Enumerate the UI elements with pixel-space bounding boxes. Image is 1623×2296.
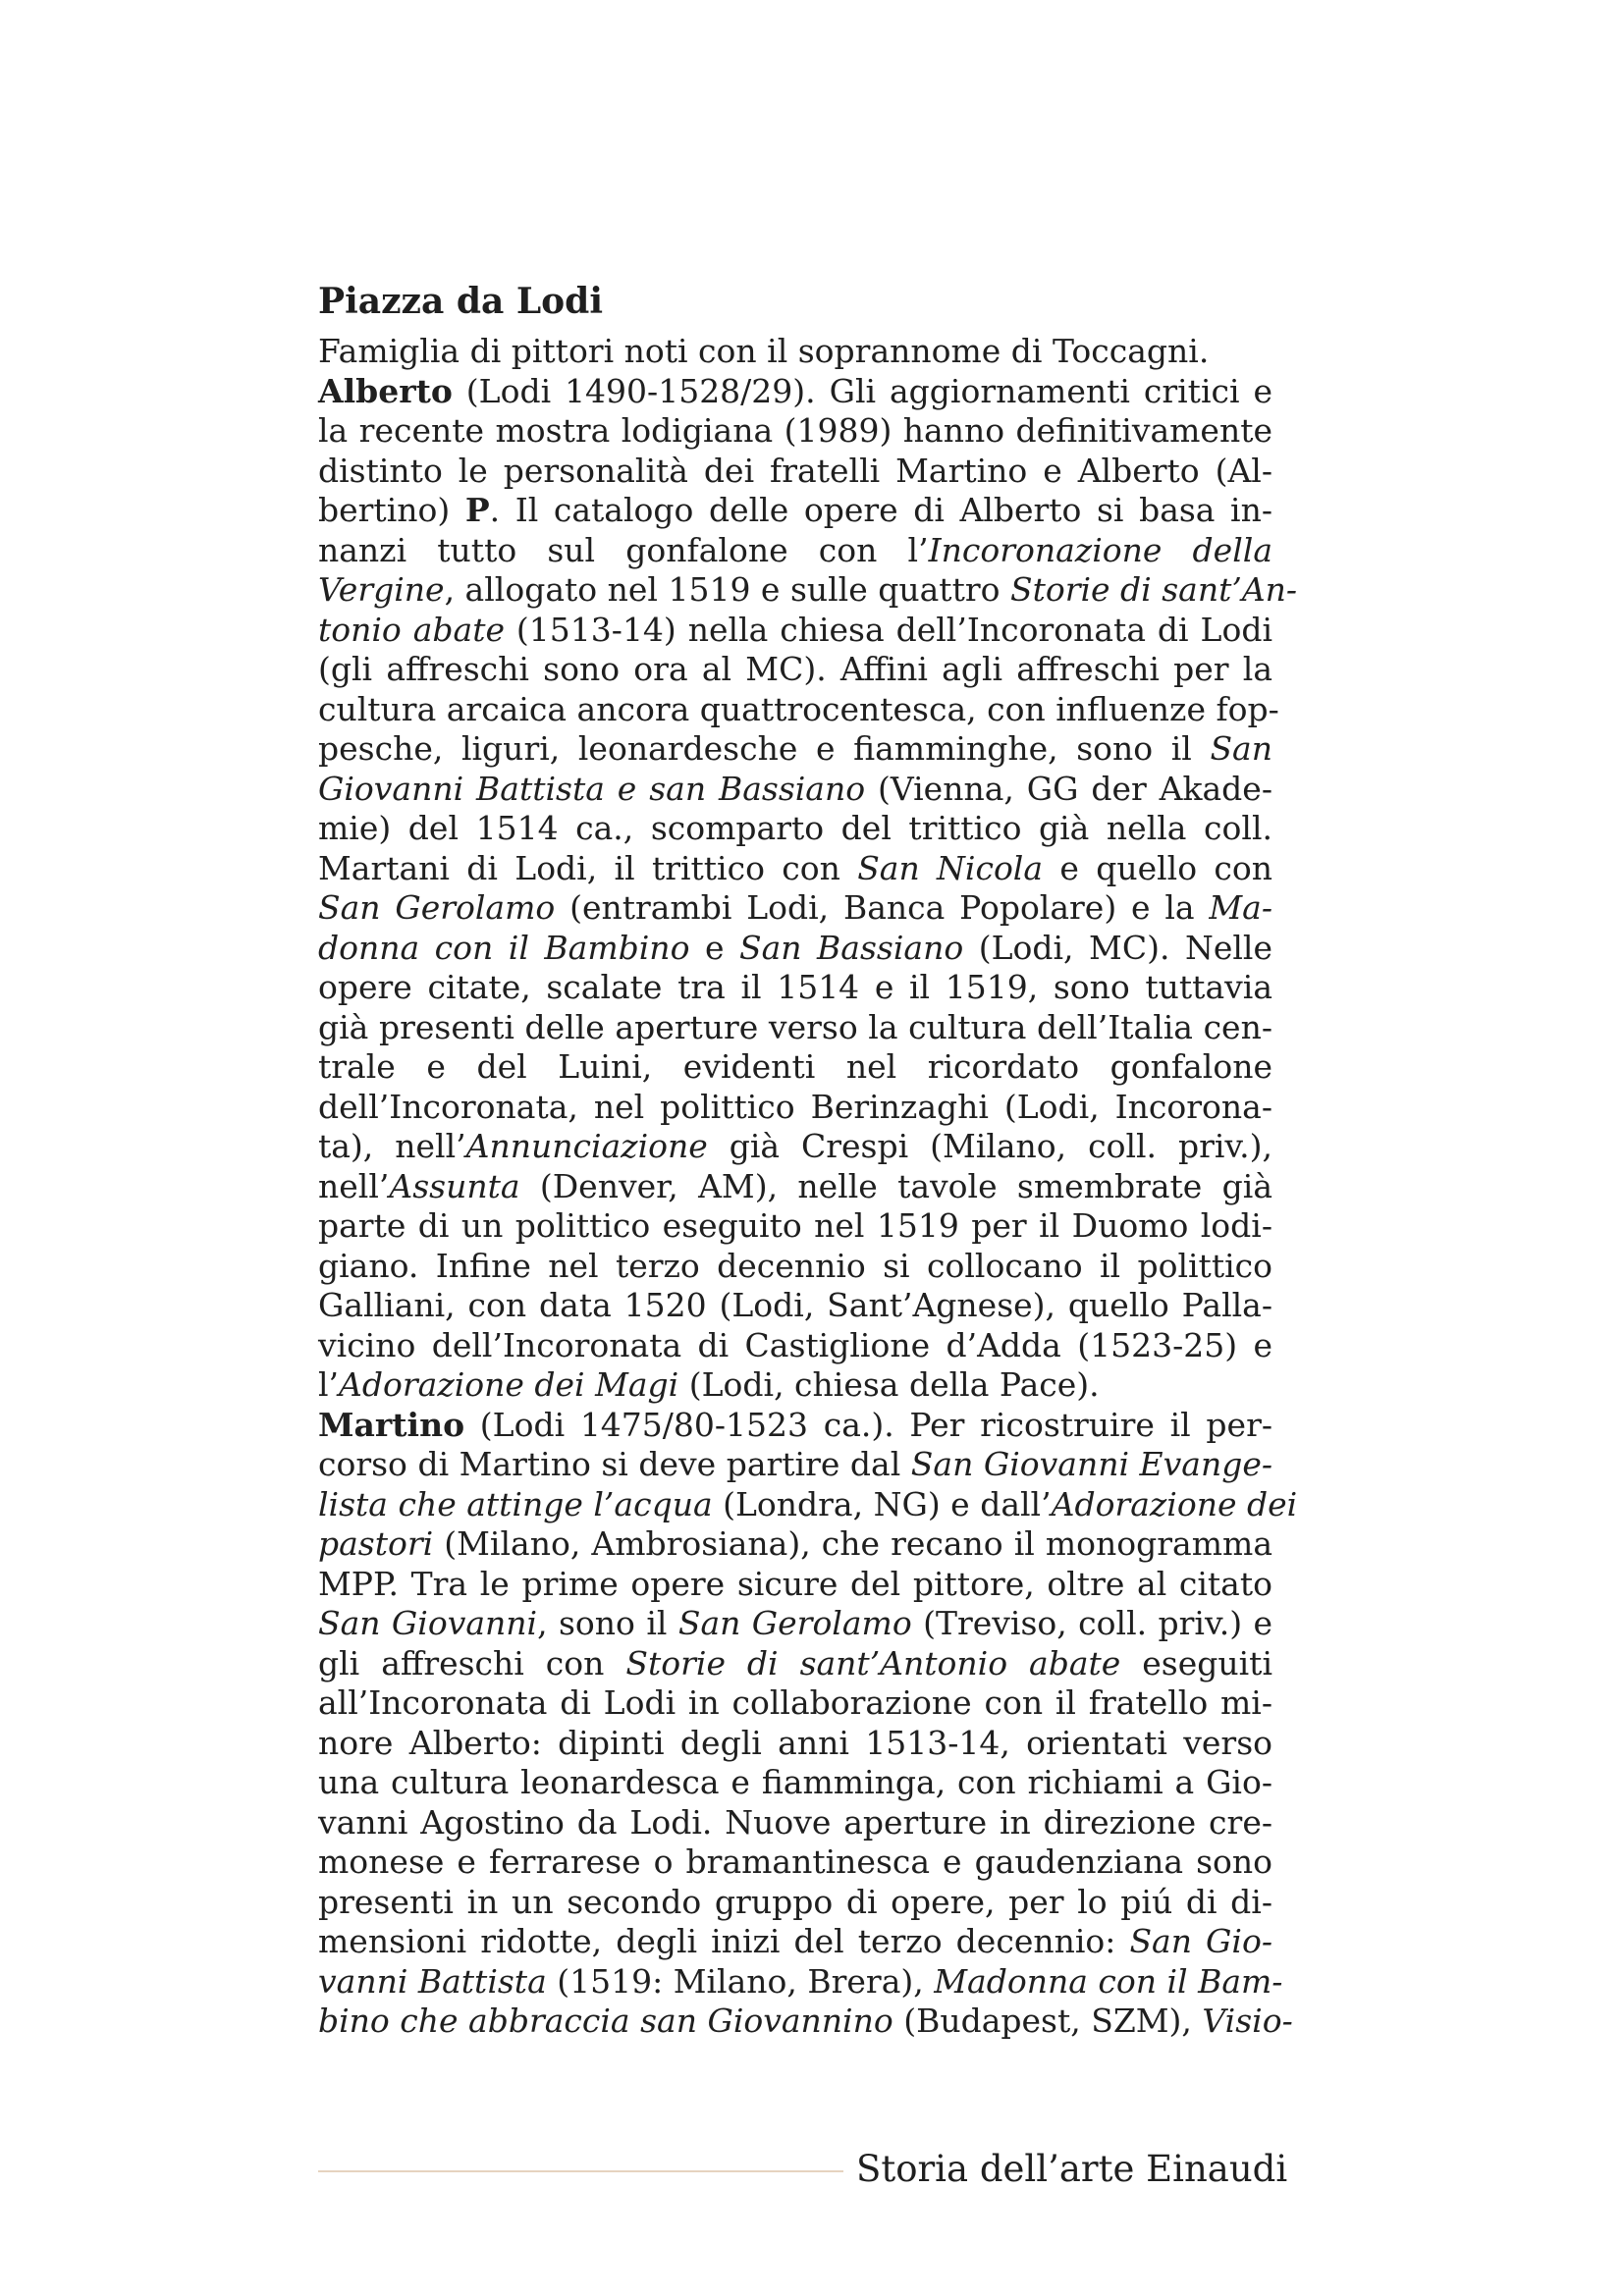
artwork-title: Adorazione dei Magi bbox=[339, 1365, 679, 1404]
text-line bbox=[318, 531, 1272, 571]
text-line bbox=[318, 1961, 1283, 2002]
footer-rule bbox=[318, 2170, 843, 2172]
text-line bbox=[318, 849, 1272, 889]
text-run: (entrambi Lodi, Banca Popolare) e la bbox=[555, 888, 1210, 927]
text-line bbox=[318, 1683, 1272, 1724]
text-run: nell’ bbox=[318, 1166, 390, 1205]
text-run: (Budapest, SZM), bbox=[893, 2002, 1203, 2040]
text-run: Martani di Lodi, il trittico con bbox=[318, 848, 858, 887]
text-run: parte di un polittico eseguito nel 1519 per il Duomo lodi- bbox=[318, 1206, 1272, 1245]
artwork-title: San Nicola bbox=[857, 848, 1044, 887]
artwork-title: San Gerolamo bbox=[677, 1604, 912, 1642]
artwork-title: Storie di sant’Antonio abate bbox=[625, 1643, 1121, 1682]
artwork-title: San Bassiano bbox=[739, 928, 964, 967]
text-run: trale e del Luini, evidenti nel ricordato gonfalone bbox=[318, 1047, 1272, 1086]
text-run: monese e ferrarese o bramantinesca e gaudenziana sono bbox=[318, 1842, 1272, 1881]
text-run: gli affreschi con bbox=[318, 1643, 626, 1682]
text-run: (Lodi 1475/80-1523 ca.). Per ricostruire il per- bbox=[464, 1405, 1272, 1444]
artwork-title: San Gerolamo bbox=[318, 888, 556, 927]
text-run: Famiglia di pittori noti con il soprannome di Toccagni. bbox=[318, 332, 1210, 370]
text-run: , sono il bbox=[537, 1604, 678, 1642]
artwork-title: pastori bbox=[318, 1524, 434, 1563]
artwork-title: Visio- bbox=[1202, 2002, 1293, 2040]
text-line bbox=[318, 372, 1272, 412]
artwork-title: Incoronazione della bbox=[928, 530, 1272, 569]
text-line bbox=[318, 888, 1272, 929]
text-line bbox=[318, 1883, 1272, 1923]
artwork-title: donna con il Bambino bbox=[318, 928, 690, 967]
text-line bbox=[318, 650, 1272, 690]
text-run: e quello con bbox=[1043, 848, 1272, 887]
text-line bbox=[318, 1604, 1272, 1644]
text-line bbox=[318, 1484, 1298, 1525]
text-run: nore Alberto: dipinti degli anni 1513-14, orientati verso bbox=[318, 1723, 1272, 1762]
artwork-title: San Giovanni Evange- bbox=[910, 1445, 1272, 1483]
text-run: cultura arcaica ancora quattrocentesca, con influenze fop- bbox=[318, 689, 1279, 728]
text-run: (Milano, Ambrosiana), che recano il monogramma bbox=[433, 1524, 1272, 1563]
text-run: giano. Infine nel terzo decennio si collocano il polittico bbox=[318, 1246, 1272, 1285]
artwork-title: San Giovanni bbox=[318, 1604, 538, 1642]
text-line bbox=[318, 1724, 1272, 1764]
text-line bbox=[318, 1286, 1272, 1326]
text-run: ta), nell’ bbox=[318, 1127, 466, 1165]
text-run: (Vienna, GG der Akade- bbox=[865, 769, 1272, 808]
text-line bbox=[318, 1206, 1272, 1247]
text-run: dell’Incoronata, nel polittico Berinzaghi (Lodi, Incorona- bbox=[318, 1087, 1272, 1126]
text-line bbox=[318, 1644, 1272, 1684]
text-line bbox=[318, 1247, 1272, 1287]
text-run: (Lodi, chiesa della Pace). bbox=[678, 1365, 1100, 1404]
text-line bbox=[318, 1008, 1272, 1048]
text-line bbox=[318, 611, 1272, 651]
text-run: nanzi tutto sul gonfalone con l’ bbox=[318, 530, 929, 569]
artwork-title: Assunta bbox=[389, 1166, 520, 1205]
footer-title: Storia dell’arte Einaudi bbox=[856, 2148, 1288, 2190]
text-run: (Lodi, MC). Nelle bbox=[963, 928, 1273, 967]
text-run: Galliani, con data 1520 (Lodi, Sant’Agnese), quello Palla- bbox=[318, 1286, 1272, 1324]
text-line bbox=[318, 1565, 1272, 1605]
text-line bbox=[318, 452, 1272, 492]
artwork-title: Storie di sant’An- bbox=[1009, 570, 1298, 609]
text-run: (Lodi 1490-1528/29). Gli aggiornamenti critici e bbox=[452, 371, 1272, 410]
artwork-title: Ma- bbox=[1209, 888, 1272, 927]
text-run: . Il catalogo delle opere di Alberto si basa in- bbox=[489, 491, 1273, 529]
text-line bbox=[318, 1922, 1272, 1962]
text-run: presenti in un secondo gruppo di opere, per lo piú di di- bbox=[318, 1882, 1272, 1921]
text-run: distinto le personalità dei fratelli Martino e Alberto (Al- bbox=[318, 451, 1272, 490]
text-run: all’Incoronata di Lodi in collaborazione con il fratello mi- bbox=[318, 1683, 1272, 1722]
artwork-title: San bbox=[1210, 729, 1272, 768]
text-line bbox=[318, 1127, 1272, 1167]
text-run: vicino dell’Incoronata di Castiglione d’Adda (1523-25) e bbox=[318, 1325, 1272, 1364]
bold-term: Martino bbox=[318, 1405, 465, 1444]
body-text bbox=[318, 332, 1298, 2042]
text-line bbox=[318, 1842, 1272, 1883]
text-line bbox=[318, 689, 1279, 730]
text-run: vanni Agostino da Lodi. Nuove aperture in direzione cre- bbox=[318, 1802, 1272, 1842]
text-run: l’ bbox=[318, 1365, 340, 1404]
text-line bbox=[318, 1167, 1272, 1207]
artwork-title: Annunciazione bbox=[465, 1127, 708, 1165]
text-run: , allogato nel 1519 e sulle quattro bbox=[444, 570, 1010, 609]
bold-term: Alberto bbox=[318, 371, 453, 410]
artwork-title: lista che attinge l’acqua bbox=[318, 1484, 713, 1523]
text-run: bertino) bbox=[318, 491, 465, 529]
text-run: già Crespi (Milano, coll. priv.), bbox=[707, 1127, 1273, 1165]
artwork-title: bino che abbraccia san Giovannino bbox=[318, 2002, 893, 2040]
text-run: (gli affreschi sono ora al MC). Affini agli affreschi per la bbox=[318, 650, 1272, 688]
text-run: corso di Martino si deve partire dal bbox=[318, 1445, 911, 1483]
artwork-title: Adorazione dei bbox=[1051, 1484, 1298, 1523]
text-line bbox=[318, 809, 1272, 849]
text-line bbox=[318, 1326, 1272, 1366]
text-line bbox=[318, 1365, 1272, 1406]
text-line bbox=[318, 968, 1272, 1008]
artwork-title: Giovanni Battista e san Bassiano bbox=[318, 769, 866, 808]
text-run: e bbox=[689, 928, 739, 967]
text-run: mensioni ridotte, degli inizi del terzo decennio: bbox=[318, 1922, 1130, 1960]
entry-heading: Piazza da Lodi bbox=[318, 281, 604, 322]
artwork-title: San Gio- bbox=[1129, 1922, 1272, 1960]
text-line bbox=[318, 929, 1272, 969]
text-line bbox=[318, 1803, 1272, 1843]
text-run: (1519: Milano, Brera), bbox=[546, 1961, 935, 2001]
text-run: eseguiti bbox=[1120, 1643, 1272, 1682]
text-line bbox=[318, 729, 1272, 770]
text-line bbox=[318, 1445, 1272, 1485]
text-run: (Denver, AM), nelle tavole smembrate già bbox=[519, 1166, 1272, 1205]
text-run: mie) del 1514 ca., scomparto del trittico già nella coll. bbox=[318, 809, 1272, 847]
artwork-title: Madonna con il Bam- bbox=[934, 1961, 1283, 2001]
text-run: (Treviso, coll. priv.) e bbox=[911, 1604, 1273, 1642]
text-run: (Londra, NG) e dall’ bbox=[712, 1484, 1052, 1523]
text-line bbox=[318, 411, 1272, 452]
text-run: una cultura leonardesca e fiamminga, con richiami a Gio- bbox=[318, 1763, 1272, 1801]
text-line bbox=[318, 491, 1272, 531]
text-line bbox=[318, 332, 1272, 372]
text-line bbox=[318, 1763, 1272, 1803]
text-run: (1513-14) nella chiesa dell’Incoronata di Lodi bbox=[505, 610, 1272, 649]
text-line bbox=[318, 1524, 1272, 1565]
text-line bbox=[318, 1088, 1272, 1128]
text-run: pesche, liguri, leonardesche e fiamminghe, sono il bbox=[318, 729, 1211, 768]
text-run: la recente mostra lodigiana (1989) hanno definitivamente bbox=[318, 411, 1272, 450]
bold-term: P bbox=[464, 491, 490, 529]
text-run: opere citate, scalate tra il 1514 e il 1519, sono tuttavia bbox=[318, 968, 1272, 1006]
text-line bbox=[318, 1406, 1272, 1446]
text-line bbox=[318, 2002, 1293, 2042]
text-run: già presenti delle aperture verso la cultura dell’Italia cen- bbox=[318, 1007, 1272, 1046]
artwork-title: Vergine bbox=[318, 570, 445, 609]
text-run: MPP. Tra le prime opere sicure del pittore, oltre al citato bbox=[318, 1564, 1272, 1603]
text-line bbox=[318, 1047, 1272, 1088]
artwork-title: tonio abate bbox=[318, 610, 505, 649]
artwork-title: vanni Battista bbox=[318, 1961, 547, 2001]
text-line bbox=[318, 570, 1298, 611]
text-line bbox=[318, 770, 1272, 810]
